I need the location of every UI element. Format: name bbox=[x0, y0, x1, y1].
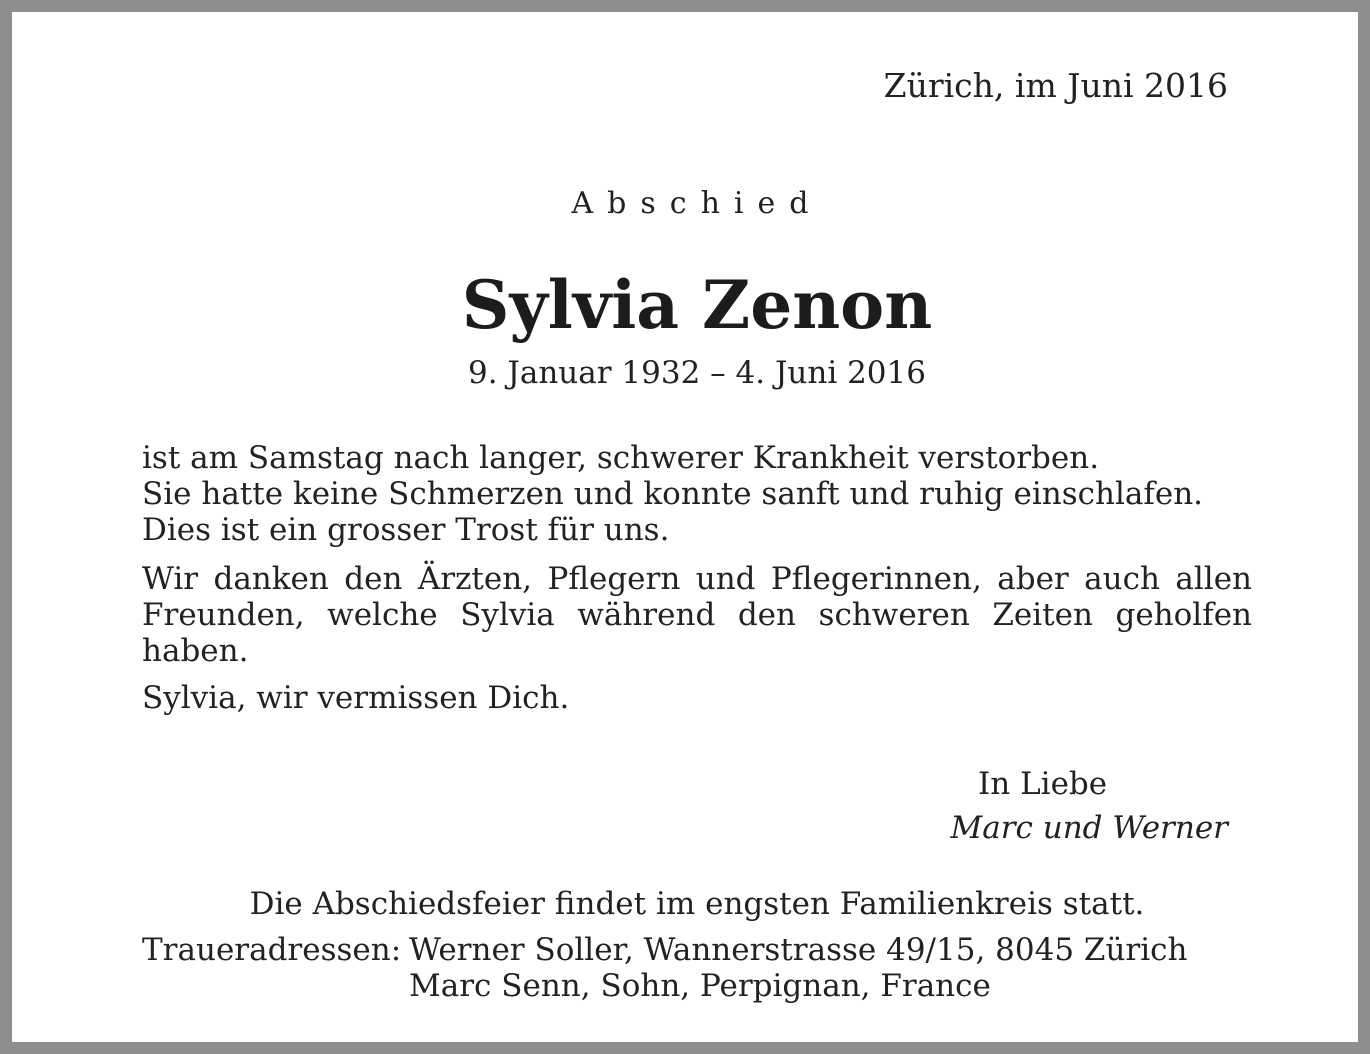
notice-kicker: Abschied bbox=[571, 186, 823, 221]
deceased-name: Sylvia Zenon bbox=[461, 266, 933, 344]
addresses-label: Traueradressen: bbox=[142, 932, 402, 968]
announcement-line: ist am Samstag nach langer, schwerer Krankheit verstorben. bbox=[142, 440, 1100, 476]
address-line: Werner Soller, Wannerstrasse 49/15, 8045 Zürich bbox=[409, 932, 1188, 968]
thanks-paragraph: Wir danken den Ärzten, Pflegern und Pflegerinnen, aber auch allen Freunden, welche Sylvia während den schweren Zeiten geholfen haben. bbox=[142, 561, 1252, 669]
announcement-paragraph bbox=[142, 440, 1252, 548]
address-line: Marc Senn, Sohn, Perpignan, France bbox=[409, 968, 991, 1004]
announcement-line: Dies ist ein grosser Trost für uns. bbox=[142, 512, 670, 548]
signers: Marc und Werner bbox=[950, 810, 1228, 846]
ceremony-note: Die Abschiedsfeier findet im engsten Familienkreis statt. bbox=[249, 886, 1145, 922]
farewell-line: Sylvia, wir vermissen Dich. bbox=[142, 680, 570, 716]
announcement-line: Sie hatte keine Schmerzen und konnte sanft und ruhig einschlafen. bbox=[142, 476, 1204, 512]
place-and-date: Zürich, im Juni 2016 bbox=[883, 66, 1228, 105]
closing-phrase: In Liebe bbox=[978, 766, 1108, 802]
lifespan-dates: 9. Januar 1932 – 4. Juni 2016 bbox=[468, 355, 926, 391]
